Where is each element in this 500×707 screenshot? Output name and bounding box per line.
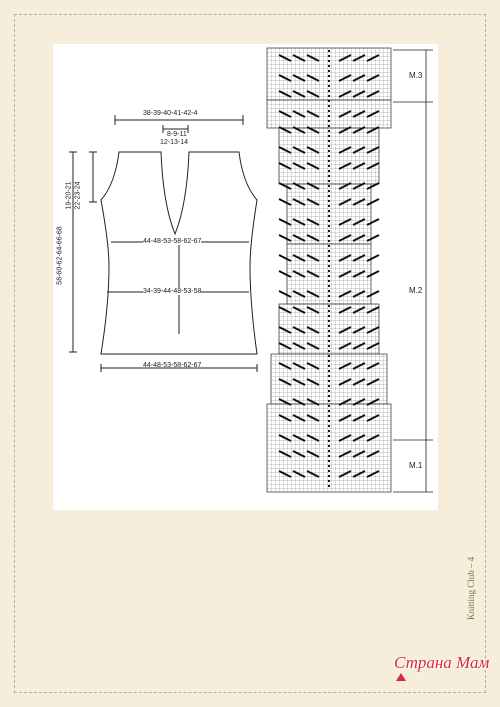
chart-center-mark xyxy=(328,400,330,402)
chart-center-mark xyxy=(328,360,330,362)
chart-center-mark xyxy=(328,465,330,467)
neck-width-label: 8-9-11 xyxy=(167,131,187,138)
chart-center-mark xyxy=(328,385,330,387)
knitting-chart xyxy=(263,44,438,510)
chart-center-mark xyxy=(328,125,330,127)
chart-center-mark xyxy=(328,130,330,132)
chart-center-mark xyxy=(328,375,330,377)
watermark-text: Страна Мам xyxy=(394,653,490,672)
top-width-label: 38-39-40-41-42-4 xyxy=(143,110,198,117)
chart-center-mark xyxy=(328,330,330,332)
chart-center-mark xyxy=(328,380,330,382)
chart-center-mark xyxy=(328,420,330,422)
chart-center-mark xyxy=(328,270,330,272)
waist-width-label: 34-39-44-48-53-58 xyxy=(143,288,202,295)
garment-schematic xyxy=(53,44,263,384)
chart-center-mark xyxy=(328,475,330,477)
chart-center-mark xyxy=(328,405,330,407)
chart-center-mark xyxy=(328,445,330,447)
chart-center-mark xyxy=(328,140,330,142)
chart-center-mark xyxy=(328,95,330,97)
chart-center-mark xyxy=(328,220,330,222)
chart-center-mark xyxy=(328,175,330,177)
chart-center-mark xyxy=(328,70,330,72)
chart-center-mark xyxy=(328,470,330,472)
diagram-panel xyxy=(53,44,438,510)
chart-center-mark xyxy=(328,295,330,297)
chart-center-mark xyxy=(328,455,330,457)
neck-width-label-2: 12-13-14 xyxy=(160,139,189,146)
chart-center-mark xyxy=(328,50,330,52)
chart-center-mark xyxy=(328,150,330,152)
chart-center-mark xyxy=(328,435,330,437)
chart-center-mark xyxy=(328,85,330,87)
chart-center-mark xyxy=(328,365,330,367)
chart-center-mark xyxy=(328,55,330,57)
chart-center-mark xyxy=(328,240,330,242)
chart-label-m2: M.2 xyxy=(409,286,423,295)
chart-center-mark xyxy=(328,450,330,452)
chart-center-mark xyxy=(328,340,330,342)
chart-center-mark xyxy=(328,485,330,487)
chart-center-mark xyxy=(328,345,330,347)
chart-center-mark xyxy=(328,190,330,192)
bust-width-label: 44-48-53-58-62-67 xyxy=(143,238,202,245)
chart-center-mark xyxy=(328,320,330,322)
chart-center-mark xyxy=(328,200,330,202)
chart-center-mark xyxy=(328,350,330,352)
chart-center-mark xyxy=(328,75,330,77)
chart-center-mark xyxy=(328,415,330,417)
chart-center-mark xyxy=(328,280,330,282)
chart-center-mark xyxy=(328,90,330,92)
armhole-depth-label-2: 22-23-24 xyxy=(74,181,82,210)
chart-center-mark xyxy=(328,215,330,217)
chart-center-mark xyxy=(328,205,330,207)
watermark-logo xyxy=(394,653,500,693)
chart-center-mark xyxy=(328,185,330,187)
chart-label-m1: M.1 xyxy=(409,461,423,470)
chart-center-mark xyxy=(328,300,330,302)
chart-center-mark xyxy=(328,60,330,62)
chart-center-mark xyxy=(328,145,330,147)
chart-center-mark xyxy=(328,210,330,212)
chart-center-mark xyxy=(328,390,330,392)
chart-center-mark xyxy=(328,235,330,237)
chart-center-mark xyxy=(328,255,330,257)
chart-center-mark xyxy=(328,260,330,262)
chart-center-mark xyxy=(328,245,330,247)
chart-center-mark xyxy=(328,230,330,232)
total-length-label: 58-60-62-64-66-68 xyxy=(56,226,64,285)
house-icon xyxy=(396,673,406,681)
chart-center-mark xyxy=(328,310,330,312)
chart-center-mark xyxy=(328,480,330,482)
chart-center-mark xyxy=(328,335,330,337)
chart-center-mark xyxy=(328,440,330,442)
chart-center-mark xyxy=(328,460,330,462)
footer-text: Knitting Club – 4 xyxy=(466,556,476,620)
chart-label-m3: M.3 xyxy=(409,71,423,80)
chart-center-mark xyxy=(328,170,330,172)
chart-center-mark xyxy=(328,120,330,122)
chart-center-mark xyxy=(328,160,330,162)
chart-center-mark xyxy=(328,315,330,317)
hem-width-label: 44-48-53-58-62-67 xyxy=(143,362,202,369)
chart-center-mark xyxy=(328,155,330,157)
chart-center-mark xyxy=(328,135,330,137)
chart-center-mark xyxy=(328,355,330,357)
chart-center-mark xyxy=(328,285,330,287)
chart-center-mark xyxy=(328,290,330,292)
chart-center-mark xyxy=(328,100,330,102)
chart-center-mark xyxy=(328,80,330,82)
chart-center-mark xyxy=(328,110,330,112)
chart-center-mark xyxy=(328,410,330,412)
chart-center-mark xyxy=(328,115,330,117)
chart-center-mark xyxy=(328,250,330,252)
chart-center-mark xyxy=(328,265,330,267)
chart-center-mark xyxy=(328,225,330,227)
chart-center-mark xyxy=(328,180,330,182)
chart-center-mark xyxy=(328,65,330,67)
chart-center-mark xyxy=(328,430,330,432)
chart-center-mark xyxy=(328,165,330,167)
chart-center-mark xyxy=(328,305,330,307)
chart-center-mark xyxy=(328,105,330,107)
chart-center-mark xyxy=(328,195,330,197)
chart-center-mark xyxy=(328,395,330,397)
chart-center-mark xyxy=(328,275,330,277)
chart-center-mark xyxy=(328,370,330,372)
armhole-depth-label: 19-20-21 xyxy=(65,181,73,210)
chart-center-mark xyxy=(328,325,330,327)
chart-center-mark xyxy=(328,425,330,427)
